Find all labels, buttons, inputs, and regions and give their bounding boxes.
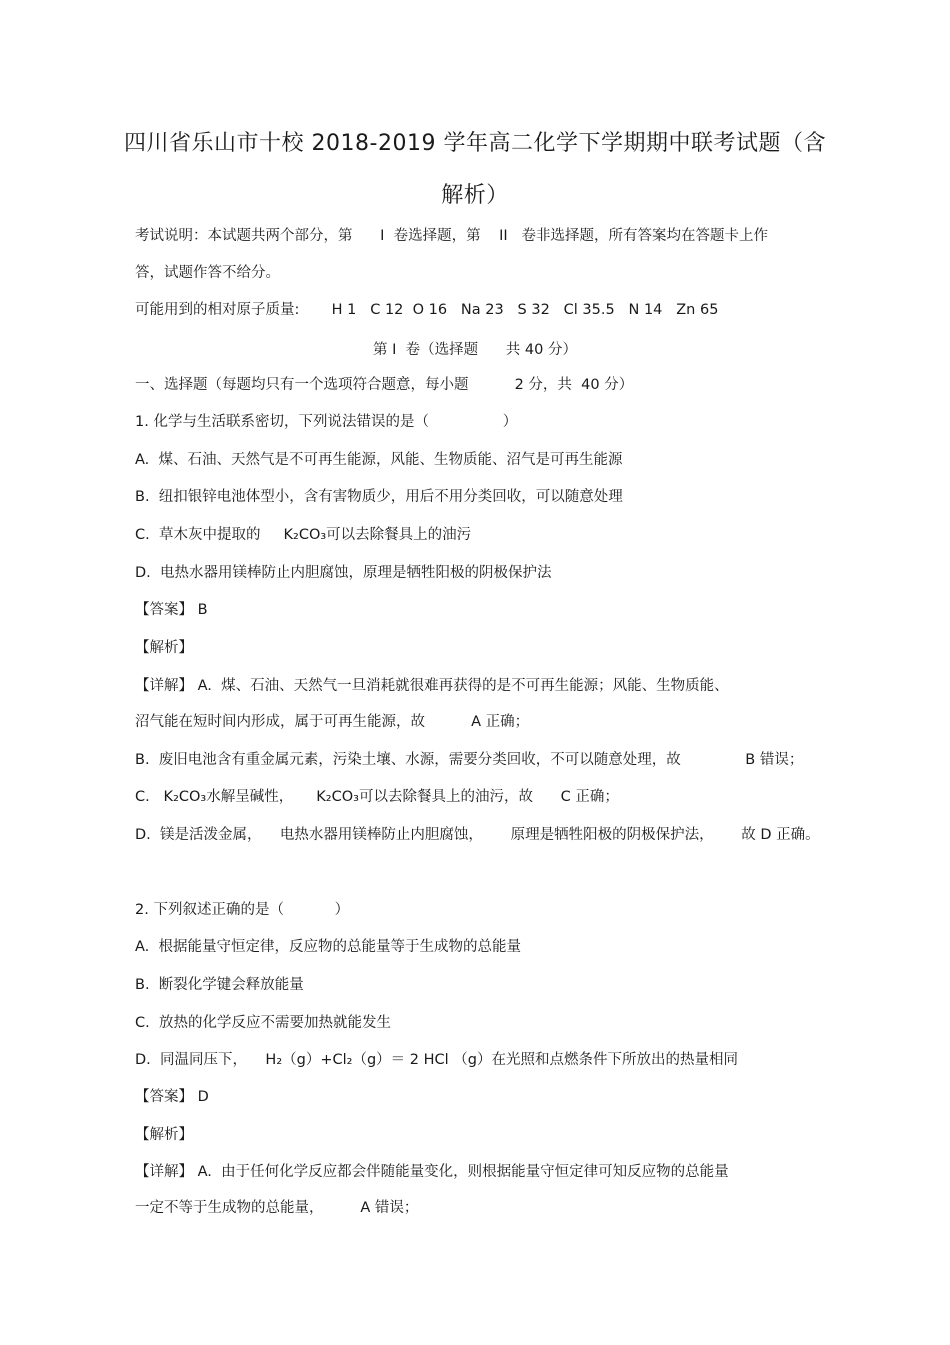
question-2-option-d: D. 同温同压下， H₂（g）+Cl₂（g）＝ 2 HCl （g）在光照和点燃条件下所放出的热量相同	[135, 1052, 738, 1068]
document-title-line1: 四川省乐山市十校 2018-2019 学年高二化学下学期期中联考试题（含	[124, 131, 826, 156]
question-2-answer: 【答案】 D	[135, 1089, 209, 1105]
question-1-option-d: D. 电热水器用镁棒防止内胆腐蚀，原理是牺牲阳极的阴极保护法	[135, 565, 552, 581]
question-1-analysis-label: 【解析】	[135, 640, 193, 656]
question-1-answer: 【答案】 B	[135, 602, 208, 618]
question-1-detail-line1: 【详解】 A. 煤、石油、天然气一旦消耗就很难再获得的是不可再生能源；风能、生物质能、	[135, 678, 729, 694]
question-1-option-b: B. 纽扣银锌电池体型小，含有害物质少，用后不用分类回收，可以随意处理	[135, 489, 623, 505]
question-2-option-a: A. 根据能量守恒定律，反应物的总能量等于生成物的总能量	[135, 939, 521, 955]
question-2-analysis-label: 【解析】	[135, 1127, 193, 1143]
exam-instructions-line1: 考试说明：本试题共两个部分，第 I 卷选择题，第 II 卷非选择题，所有答案均在答题卡上作	[135, 228, 768, 244]
question-2-detail-line2: 一定不等于生成物的总能量， A 错误；	[135, 1200, 419, 1216]
section-instruction: 一、选择题（每题均只有一个选项符合题意，每小题 2 分，共 40 分）	[135, 377, 634, 393]
question-1-option-c: C. 草木灰中提取的 K₂CO₃可以去除餐具上的油污	[135, 527, 472, 543]
question-1-detail-line4: C. K₂CO₃水解呈碱性， K₂CO₃可以去除餐具上的油污，故 C 正确；	[135, 789, 619, 805]
atomic-masses: 可能用到的相对原子质量: H 1 C 12 O 16 Na 23 S 32 Cl 35.5 N 14 Zn 65	[135, 302, 719, 318]
question-1-detail-line2: 沼气能在短时间内形成，属于可再生能源，故 A 正确；	[135, 714, 530, 730]
question-2-option-b: B. 断裂化学键会释放能量	[135, 977, 304, 993]
document-title-line2: 解析）	[441, 183, 509, 208]
question-1-stem: 1. 化学与生活联系密切，下列说法错误的是（ ）	[135, 414, 518, 430]
question-2-stem: 2. 下列叙述正确的是（ ）	[135, 902, 350, 918]
section-heading: 第 I 卷（选择题 共 40 分）	[373, 342, 577, 358]
question-2-option-c: C. 放热的化学反应不需要加热就能发生	[135, 1015, 391, 1031]
question-1-detail-line3: B. 废旧电池含有重金属元素，污染土壤、水源，需要分类回收，不可以随意处理，故 B 错误；	[135, 752, 804, 768]
question-1-detail-line5: D. 镁是活泼金属， 电热水器用镁棒防止内胆腐蚀， 原理是牺牲阳极的阴极保护法， 故 D 正确。	[135, 827, 820, 843]
exam-instructions-line2: 答，试题作答不给分。	[135, 265, 280, 281]
question-1-option-a: A. 煤、石油、天然气是不可再生能源，风能、生物质能、沼气是可再生能源	[135, 452, 623, 468]
question-2-detail-line1: 【详解】 A. 由于任何化学反应都会伴随能量变化，则根据能量守恒定律可知反应物的总能量	[135, 1164, 729, 1180]
